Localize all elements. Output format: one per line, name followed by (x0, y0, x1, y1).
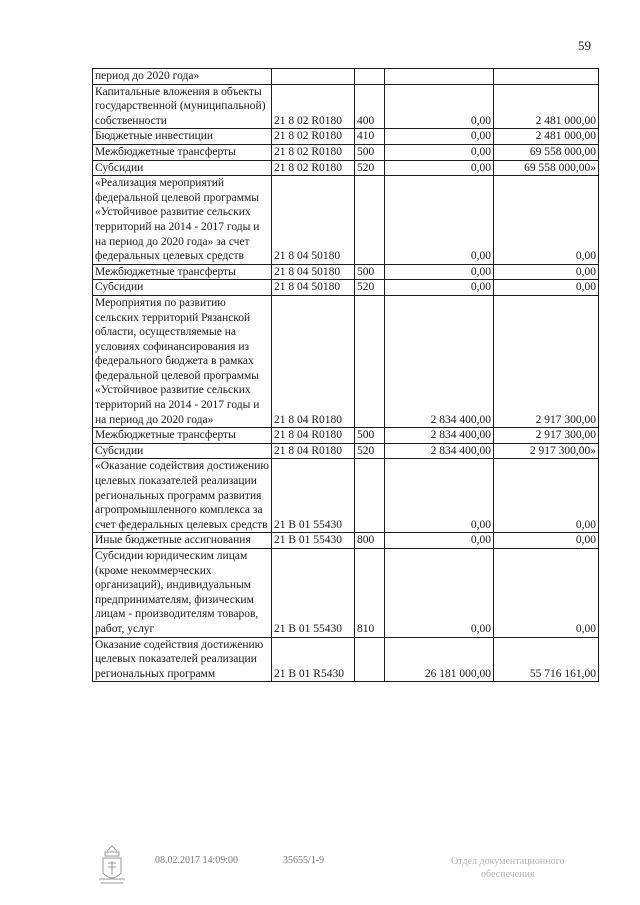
table-row (93, 160, 599, 176)
table-row (93, 264, 599, 280)
row-amount-2018: 0,00 (494, 533, 599, 549)
page-number: 59 (578, 38, 591, 53)
row-code: 21 8 04 R0180 (272, 428, 355, 444)
row-amount-2018: 69 558 000,00 (494, 144, 599, 160)
row-code: 21 8 04 R0180 (272, 295, 355, 427)
row-code: 21 В 01 55430 (272, 459, 355, 533)
table-row (93, 459, 599, 533)
table-row (93, 176, 599, 265)
row-amount-2018: 2 917 300,00 (494, 428, 599, 444)
row-name: Субсидии (93, 443, 272, 459)
row-amount-2018: 2 917 300,00» (494, 443, 599, 459)
table-row (93, 533, 599, 549)
row-type: 520 (355, 443, 385, 459)
row-code: 21 8 02 R0180 (272, 144, 355, 160)
row-name: Межбюджетные трансферты (93, 144, 272, 160)
row-code: 21 8 04 50180 (272, 264, 355, 280)
row-code (272, 69, 355, 85)
row-type (355, 69, 385, 85)
row-amount-2017: 2 834 400,00 (385, 428, 494, 444)
row-type (355, 176, 385, 265)
row-amount-2017: 0,00 (385, 144, 494, 160)
row-type: 500 (355, 428, 385, 444)
row-amount-2017: 0,00 (385, 84, 494, 129)
row-amount-2018: 2 917 300,00 (494, 295, 599, 427)
row-name: «Оказание содействия достижению целевых показателей реализации региональных программ развития агропромышленного комплекса за счет федеральных целевых средств (93, 459, 272, 533)
table-row (93, 280, 599, 296)
row-code: 21 8 04 R0180 (272, 443, 355, 459)
table-row (93, 69, 599, 85)
row-name: Межбюджетные трансферты (93, 264, 272, 280)
row-amount-2018: 0,00 (494, 459, 599, 533)
row-amount-2018: 0,00 (494, 549, 599, 638)
row-amount-2017: 0,00 (385, 129, 494, 145)
row-amount-2018 (494, 69, 599, 85)
row-name: Бюджетные инвестиции (93, 129, 272, 145)
row-amount-2018: 2 481 000,00 (494, 129, 599, 145)
row-name: Межбюджетные трансферты (93, 428, 272, 444)
row-amount-2018: 0,00 (494, 264, 599, 280)
row-amount-2017: 0,00 (385, 549, 494, 638)
row-type: 400 (355, 84, 385, 129)
budget-table (92, 68, 599, 682)
row-name: Капитальные вложения в объекты государственной (муниципальной) собственности (93, 84, 272, 129)
table-row (93, 84, 599, 129)
row-type: 500 (355, 264, 385, 280)
row-amount-2018: 69 558 000,00» (494, 160, 599, 176)
table-row (93, 549, 599, 638)
row-type: 800 (355, 533, 385, 549)
row-name: Иные бюджетные ассигнования (93, 533, 272, 549)
row-amount-2018: 0,00 (494, 280, 599, 296)
row-amount-2018: 0,00 (494, 176, 599, 265)
row-amount-2017: 2 834 400,00 (385, 443, 494, 459)
table-row (93, 144, 599, 160)
row-type: 520 (355, 280, 385, 296)
footer-stamp (451, 855, 564, 881)
row-amount-2018: 55 716 161,00 (494, 637, 599, 682)
table-row (93, 295, 599, 427)
row-amount-2017 (385, 69, 494, 85)
table-row (93, 129, 599, 145)
row-code: 21 8 02 R0180 (272, 160, 355, 176)
row-type (355, 637, 385, 682)
row-name: Субсидии (93, 280, 272, 296)
row-amount-2017: 0,00 (385, 160, 494, 176)
row-amount-2018: 2 481 000,00 (494, 84, 599, 129)
row-code: 21 8 02 R0180 (272, 129, 355, 145)
table-row (93, 443, 599, 459)
row-amount-2017: 0,00 (385, 176, 494, 265)
row-name: период до 2020 года» (93, 69, 272, 85)
row-amount-2017: 0,00 (385, 533, 494, 549)
row-type: 500 (355, 144, 385, 160)
row-name: «Реализация мероприятий федеральной целевой программы «Устойчивое развитие сельских территорий на 2014 - 2017 годы и на период до 2020 года» за счет федеральных целевых средств (93, 176, 272, 265)
footer-stamp-line: обеспечения (481, 869, 535, 880)
row-type (355, 295, 385, 427)
row-name: Субсидии юридическим лицам (кроме некоммерческих организаций), индивидуальным предпринимателям, физическим лицам - производителям товаров, работ, услуг (93, 549, 272, 638)
row-type: 410 (355, 129, 385, 145)
row-type: 810 (355, 549, 385, 638)
footer-stamp-line: Отдел документационного (451, 856, 565, 867)
row-name: Мероприятия по развитию сельских территорий Рязанской области, осуществляемые на условиях софинансирования из федерального бюджета в рамках федеральной целевой программы «Устойчивое развитие сельских территорий на 2014 - 2017 годы и на период до 2020 года» (93, 295, 272, 427)
row-amount-2017: 0,00 (385, 459, 494, 533)
row-code: 21 В 01 55430 (272, 549, 355, 638)
row-name: Субсидии (93, 160, 272, 176)
row-amount-2017: 2 834 400,00 (385, 295, 494, 427)
row-code: 21 8 04 50180 (272, 280, 355, 296)
row-type (355, 459, 385, 533)
row-amount-2017: 26 181 000,00 (385, 637, 494, 682)
row-code: 21 8 04 50180 (272, 176, 355, 265)
table-row (93, 637, 599, 682)
footer-date: 08.02.2017 14:09:00 (155, 855, 239, 866)
row-type: 520 (355, 160, 385, 176)
row-amount-2017: 0,00 (385, 264, 494, 280)
row-code: 21 В 01 55430 (272, 533, 355, 549)
coat-of-arms-icon (95, 843, 129, 887)
footer-doc-number: 35655/1-9 (283, 855, 325, 866)
row-code: 21 8 02 R0180 (272, 84, 355, 129)
row-name: Оказание содействия достижению целевых показателей реализации региональных программ (93, 637, 272, 682)
row-code: 21 В 01 R5430 (272, 637, 355, 682)
row-amount-2017: 0,00 (385, 280, 494, 296)
table-row (93, 428, 599, 444)
